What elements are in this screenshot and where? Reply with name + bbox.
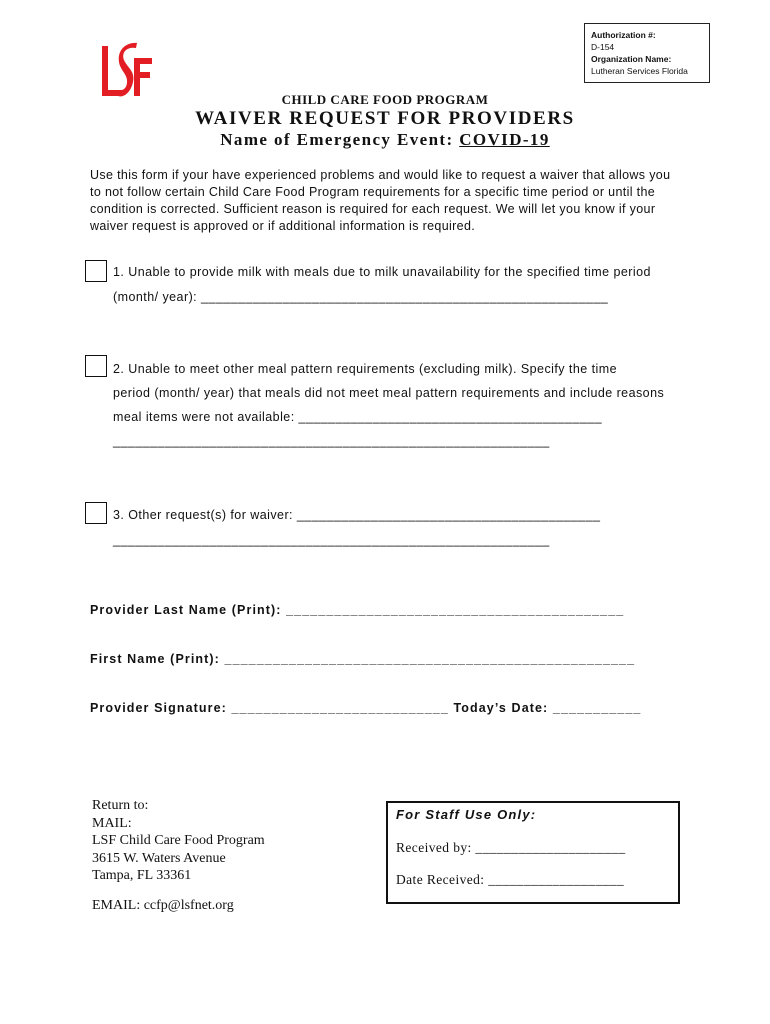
other-request-field[interactable]: 3. Other request(s) for waiver: _________________________________________: [113, 508, 601, 522]
staff-use-box: [386, 801, 680, 904]
option-1-period-field[interactable]: (month/ year): _______________________________________________________: [113, 290, 609, 304]
staff-use-title: For Staff Use Only:: [396, 807, 537, 822]
provider-last-name-field[interactable]: Provider Last Name (Print): __________________________________________: [90, 603, 625, 617]
return-organization: LSF Child Care Food Program: [92, 833, 265, 848]
return-street: 3615 W. Waters Avenue: [92, 850, 226, 866]
date-received-field[interactable]: Date Received: ___________________: [396, 872, 625, 887]
option-1-text: 1. Unable to provide milk with meals due to milk unavailability for the specified time period: [113, 265, 651, 279]
other-request-checkbox[interactable]: [85, 502, 107, 524]
return-address: [92, 797, 265, 914]
emergency-event: [0, 130, 770, 150]
form-title: WAIVER REQUEST FOR PROVIDERS: [195, 108, 575, 129]
mail-label: MAIL:: [92, 815, 132, 831]
event-label: Name of Emergency Event:: [220, 130, 460, 149]
return-to-label: Return to:: [92, 798, 149, 813]
program-name: CHILD CARE FOOD PROGRAM: [281, 92, 489, 107]
signature-date-field[interactable]: Provider Signature: ___________________________ Today’s Date: ___________: [90, 701, 642, 715]
received-by-field[interactable]: Received by: _____________________: [396, 840, 626, 855]
option-2-reasons-field-line2[interactable]: ___________________________________________________________: [113, 434, 550, 448]
return-email: EMAIL: ccfp@lsfnet.org: [92, 897, 234, 913]
authorization-label: Authorization #:: [591, 30, 656, 40]
authorization-number: D-154: [591, 42, 615, 52]
authorization-box: [584, 23, 710, 83]
option-2-reasons-field[interactable]: meal items were not available: _________________________________________: [113, 410, 603, 424]
organization-label: Organization Name:: [591, 54, 672, 64]
meal-pattern-checkbox[interactable]: [85, 355, 107, 377]
other-request-field-line2[interactable]: ___________________________________________________________: [113, 533, 550, 547]
event-name: COVID-19: [459, 130, 550, 149]
return-city: Tampa, FL 33361: [92, 868, 192, 883]
milk-unavailability-checkbox[interactable]: [85, 260, 107, 282]
option-2-text-continued: period (month/ year) that meals did not meet meal pattern requirements and include reasons: [113, 386, 665, 400]
option-2-text: 2. Unable to meet other meal pattern requirements (excluding milk). Specify the time: [113, 362, 617, 376]
first-name-field[interactable]: First Name (Print): ___________________________________________________: [90, 652, 636, 666]
organization-name: Lutheran Services Florida: [591, 66, 688, 76]
intro-paragraph: Use this form if your have experienced problems and would like to request a waiver that allows you to not follow certain Child Care Food Program requirements for a specific time period or until the condition is corrected. Sufficient reason is required for each request. We will let you know if your waiver request is approved or if additional information is required.: [90, 168, 671, 233]
